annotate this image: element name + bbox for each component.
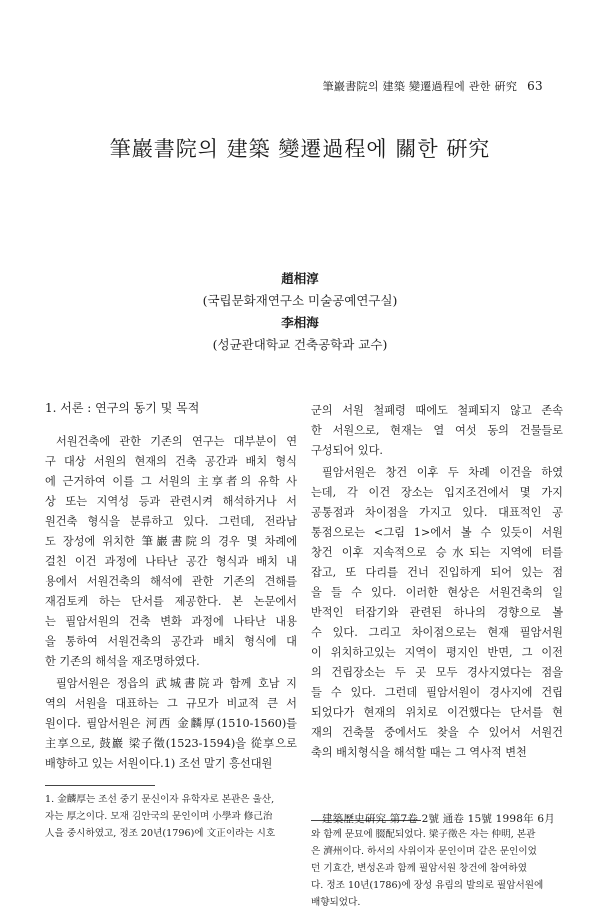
author-affiliation: (국립문화재연구소 미술공예연구실) [202, 293, 398, 308]
footnote-rule [45, 785, 155, 786]
text-line: 배향하고 있는 서원이다.1) 조선 말기 흥선대원 [45, 757, 273, 770]
text-line: 재의 건축물 중에서도 찾을 수 있어서 서원건 [311, 726, 563, 739]
text-line: 원이다. 필암서원은 河西 金麟厚(1510-1560)를 [45, 717, 297, 730]
text-line: 잡고, 또 다리를 건너 진입하게 되어 있는 점 [311, 566, 563, 579]
text-line: 원건축 형식을 분류하고 있다. 그런데, 전라남 [45, 515, 297, 528]
text-line: 축의 배치형식을 해석할 때는 그 역사적 변천 [311, 746, 527, 759]
paper-title: 筆巖書院의 建築 變遷過程에 關한 硏究 [109, 137, 491, 161]
text-line: 상 또는 지역성 등과 관련시켜 해석하거나 서 [45, 495, 297, 508]
text-line: 의 건립장소는 두 곳 모두 경사지였다는 점을 [311, 666, 563, 679]
text-line: 걸친 이건 과정에 나타난 공간 형식과 배치 내 [45, 555, 297, 568]
footnote-line: 1. 金麟厚는 조선 중기 문신이자 유학자로 본관은 울산, [45, 794, 275, 805]
text-line: 용에서 서원건축의 해석에 관한 기존의 견해를 [45, 575, 297, 588]
footnote-line: 다. 정조 10년(1786)에 장성 유림의 발의로 필암서원에 [311, 880, 544, 891]
text-line: 역의 서원을 대표하는 그 규모가 비교적 큰 서 [45, 697, 297, 710]
text-line: 구 대상 서원의 현재의 건축 공간과 배치 형식 [45, 455, 297, 468]
text-line: 필암서원은 창건 이후 두 차례 이건을 하였 [322, 466, 563, 479]
footnote-line: 자는 厚之이다. 모재 김안국의 문인이며 小學과 修己治 [45, 811, 273, 822]
text-line: 을 들 수 있다. 이러한 현상은 서원건축의 일 [311, 586, 563, 599]
text-line: 군의 서원 철폐령 때에도 철폐되지 않고 존속 [311, 404, 563, 417]
footnote-line: 은 濟州이다. 하서의 사위이자 문인이며 같은 문인이었 [311, 846, 537, 857]
paragraph [45, 674, 297, 774]
text-line: 한 기존의 해석을 재조명하였다. [45, 655, 200, 668]
text-line: 공통점과 차이점을 가지고 있다. 대표적인 공 [311, 506, 563, 519]
text-line: 창건 이후 지속적으로 승水되는 지역에 터를 [311, 546, 563, 559]
author-block [0, 268, 600, 356]
text-line: 한 서원으로, 현재는 열 여섯 동의 건물들로 [311, 424, 563, 437]
text-line: 에 근거하여 이를 그 서원의 主享者의 유학 사 [45, 475, 297, 488]
text-line: 서원건축에 관한 기존의 연구는 대부분이 연 [56, 435, 297, 448]
paragraph [45, 432, 297, 672]
left-column-body [45, 432, 297, 774]
text-line: 主享으로, 鼓巖 梁子徵(1523-1594)을 從享으로 [45, 737, 297, 750]
author-name: 趙相淳 [281, 271, 319, 286]
running-head [323, 78, 543, 94]
running-head-title: 筆巖書院의 建築 變遷過程에 관한 硏究 [322, 80, 518, 93]
text-line: 반적인 터잡기와 관련된 하나의 경향으로 볼 [311, 606, 563, 619]
author-name: 李相海 [281, 315, 319, 330]
paragraph [311, 401, 563, 461]
footnote-line: 와 함께 문묘에 腏配되었다. 梁子徵은 자는 仲明, 본관 [311, 829, 536, 840]
text-line: 구성되어 있다. [311, 444, 383, 457]
text-line: 이 위치하고있는 지역이 평지인 반면, 그 이전 [311, 646, 563, 659]
section-heading: 1. 서론 : 연구의 동기 및 목적 [45, 401, 200, 415]
paragraph [311, 463, 563, 763]
text-line: 재검토케 하는 단서를 제공한다. 본 논문에서 [45, 595, 297, 608]
right-column [311, 401, 563, 765]
author-affiliation: (성균관대학교 건축공학과 교수) [212, 337, 388, 352]
footnote-left [45, 791, 297, 842]
text-line: 수 있다. 그리고 차이점으로는 현재 필암서원 [311, 626, 563, 639]
journal-footer: 建築歷史硏究 第7卷 2號 通卷 15號 1998年 6月 [322, 813, 555, 825]
footnote-right [311, 826, 559, 911]
text-line: 들 수 있다. 그런데 필암서원이 경사지에 건립 [311, 686, 563, 699]
text-line: 는 필암서원의 건축 변화 과정에 나타난 내용 [45, 615, 297, 628]
text-line: 을 통하여 서원건축의 공간과 배치 형식에 대 [45, 635, 297, 648]
right-column-body [311, 401, 563, 763]
text-line: 도 장성에 위치한 筆巖書院의 경우 몇 차례에 [45, 535, 297, 548]
text-line: 통점으로는 <그림 1>에서 볼 수 있듯이 서원 [311, 526, 563, 539]
text-line: 필암서원은 정읍의 武城書院과 함께 호남 지 [56, 677, 297, 690]
text-line: 는데, 각 이건 장소는 입지조건에서 몇 가지 [311, 486, 563, 499]
text-line: 되었다가 현재의 위치로 이건했다는 단서를 현 [311, 706, 563, 719]
footnote-line: 던 기효간, 변성온과 함께 필암서원 창건에 참여하였 [311, 863, 527, 874]
left-column [45, 398, 297, 776]
page-number: 63 [527, 79, 543, 93]
footnote-line: 人을 중시하였고, 정조 20년(1796)에 文正이라는 시호 [45, 828, 276, 839]
footnote-line: 배향되었다. [311, 897, 361, 908]
